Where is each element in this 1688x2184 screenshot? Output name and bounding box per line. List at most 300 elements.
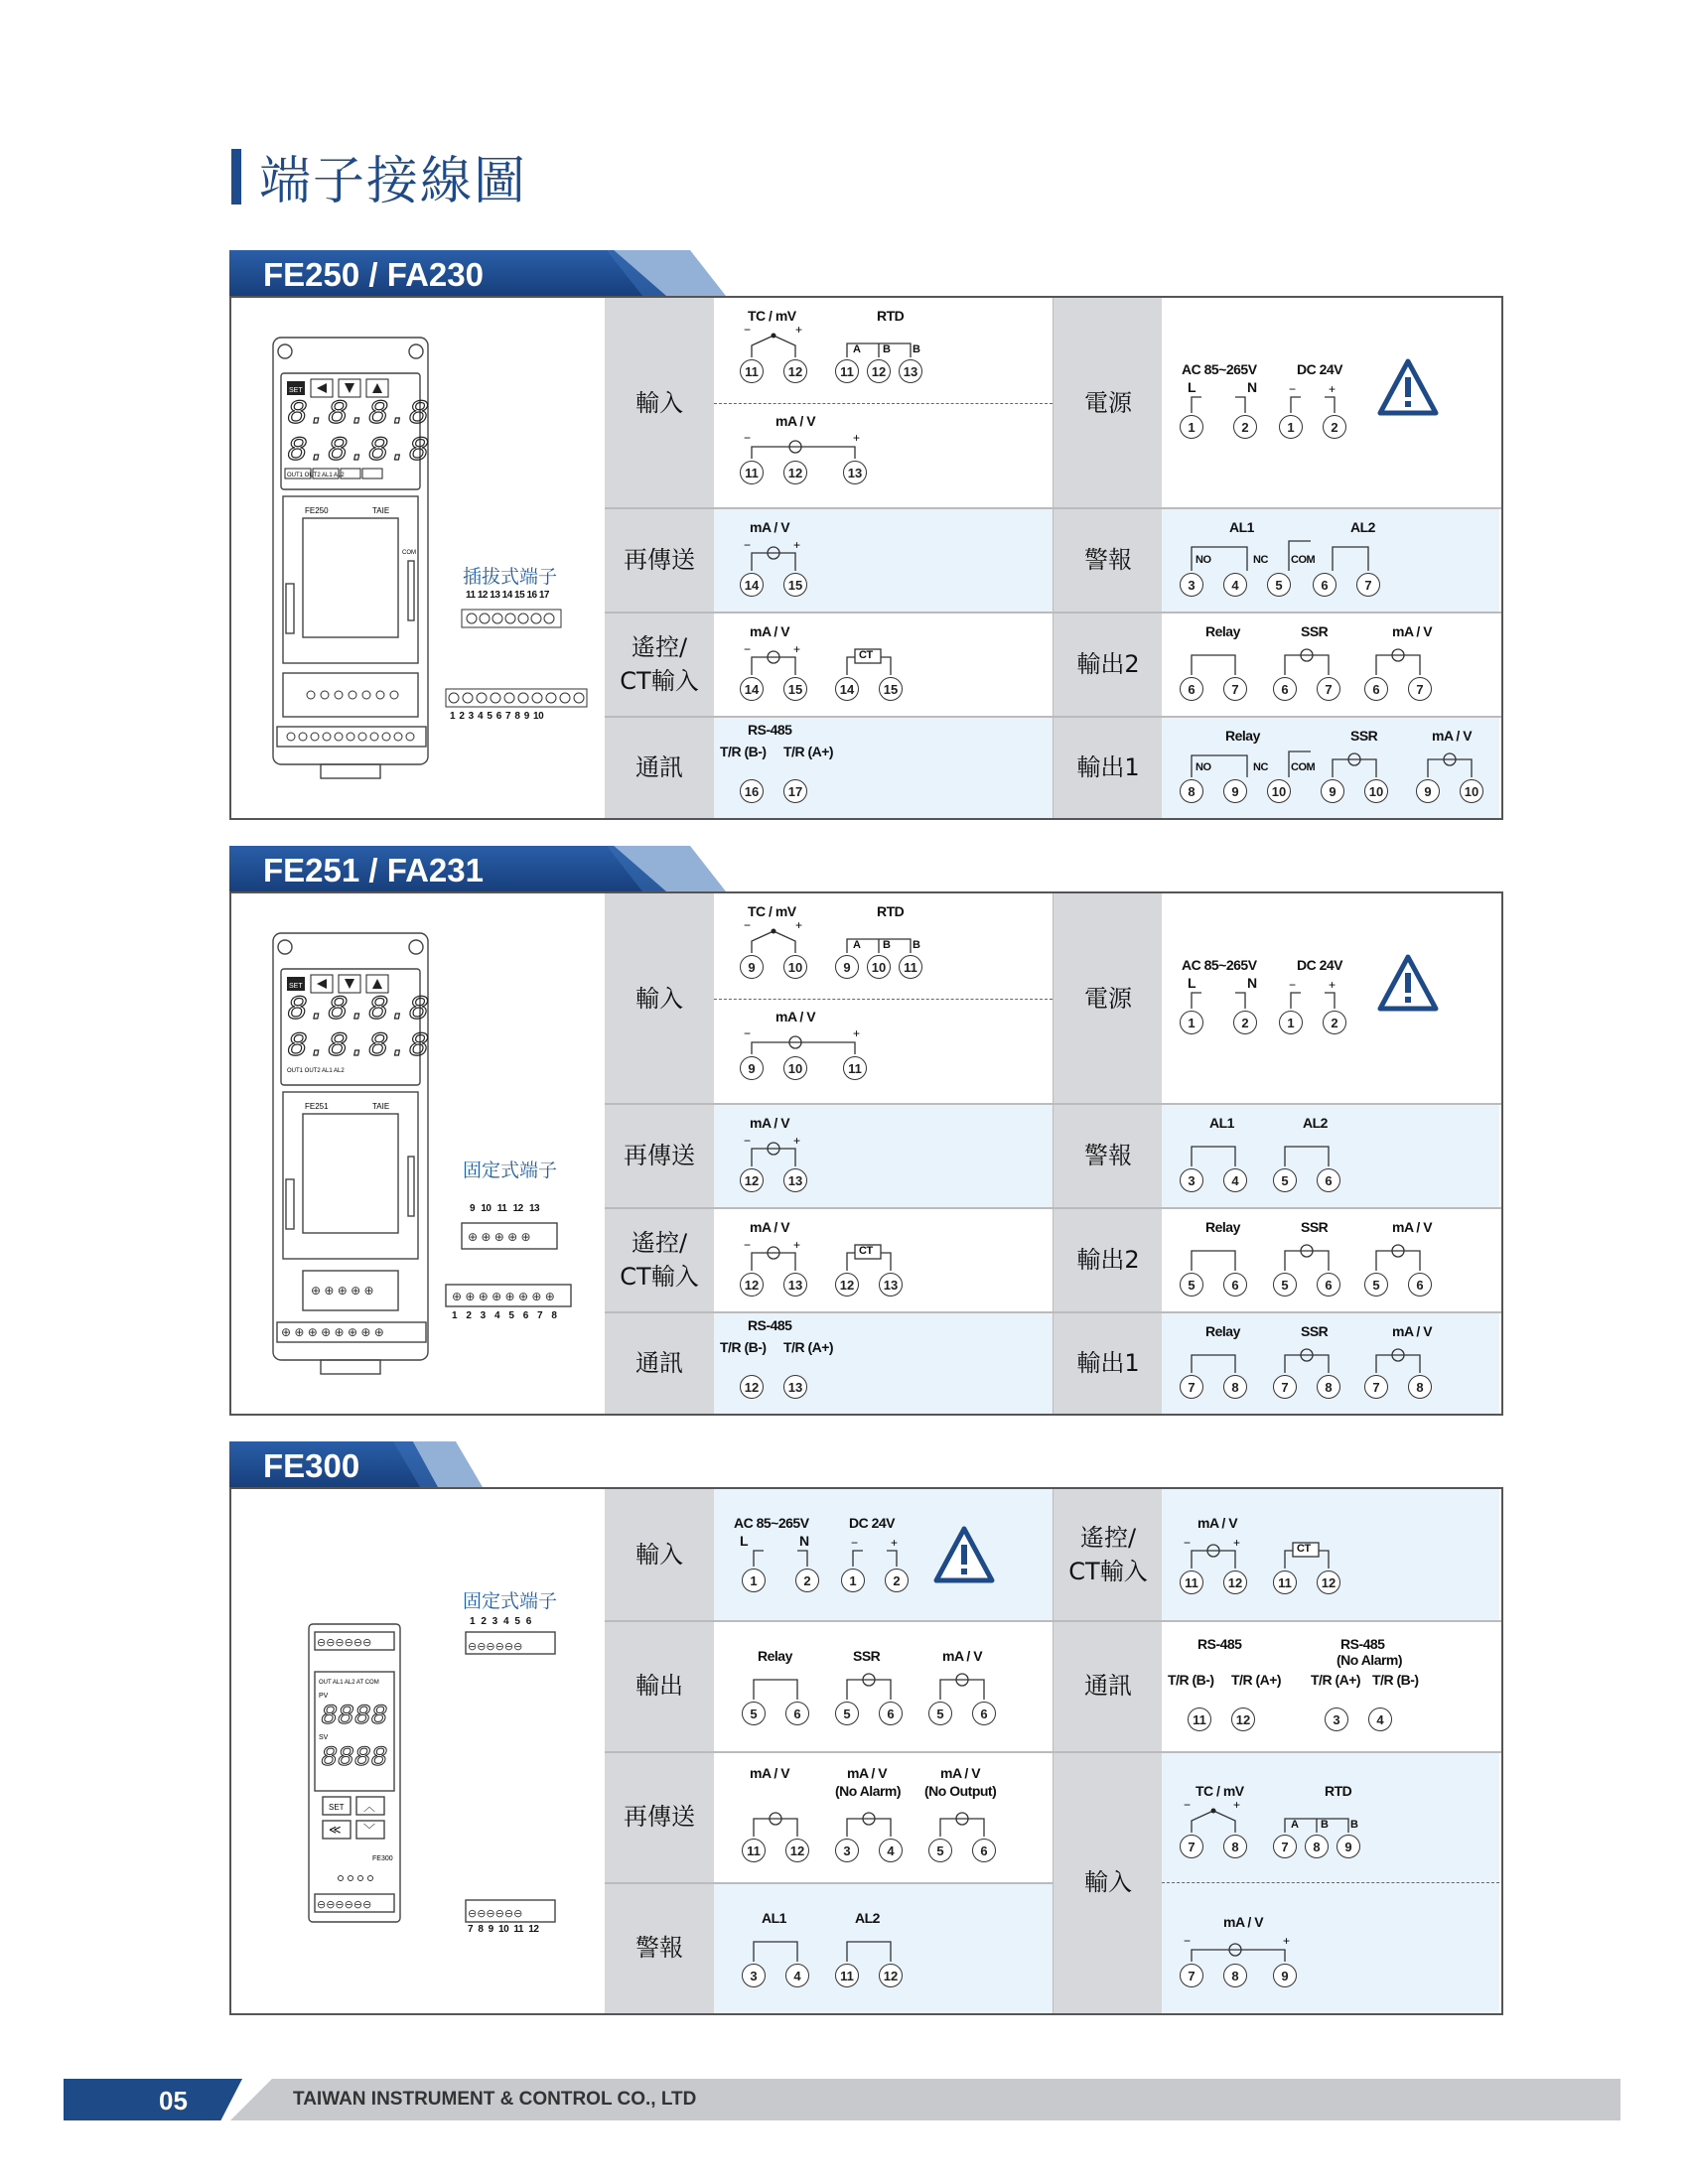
wiring-grid	[605, 893, 1501, 1414]
terminal-pin: 10	[783, 1056, 807, 1080]
wiring-label: mA / V	[775, 413, 816, 429]
svg-text:TAIE: TAIE	[372, 506, 390, 515]
terminal-top-numbers: 11 12 13 14 15 16 17	[466, 590, 549, 601]
terminal-pin: 6	[972, 1702, 996, 1725]
wiring-label: AL2	[1350, 519, 1375, 535]
svg-text:8.8.8.8: 8.8.8.8	[287, 1028, 429, 1066]
svg-text:−: −	[1184, 1934, 1192, 1948]
svg-text:+: +	[793, 642, 801, 656]
svg-text:COM: COM	[402, 550, 416, 556]
section-fe251	[229, 846, 1503, 1417]
wiring-label: RS-485	[748, 1317, 792, 1333]
company-name: TAIWAN INSTRUMENT & CONTROL CO., LTD	[293, 2089, 697, 2110]
svg-text:FE300: FE300	[372, 1855, 393, 1862]
device-illustration	[231, 1489, 605, 2013]
terminal-pin: 11	[835, 1964, 859, 1987]
terminal-pin: 1	[1180, 1011, 1203, 1034]
diagram-comm	[714, 1311, 1053, 1414]
wiring-label: mA / V	[750, 623, 790, 639]
wiring-label: Relay	[758, 1648, 792, 1664]
terminal-pin: 7	[1223, 677, 1247, 701]
wiring-label: N	[1247, 975, 1257, 991]
label-comm: 通訊	[605, 1311, 715, 1414]
wiring-label: (No Output)	[924, 1783, 997, 1799]
terminal-pin: 13	[783, 1168, 807, 1192]
label-alarm: 警報	[605, 1882, 715, 2013]
terminal-pin: 6	[1313, 573, 1336, 597]
terminal-pin: 9	[1321, 779, 1344, 803]
svg-text:SET: SET	[289, 387, 303, 394]
svg-text:PV: PV	[319, 1693, 329, 1700]
terminal-pin: 6	[972, 1839, 996, 1862]
section-frame	[229, 1487, 1503, 2015]
svg-text:+: +	[795, 323, 803, 337]
wiring-label: mA / V	[1223, 1914, 1264, 1930]
wiring-label: mA / V	[1392, 1323, 1433, 1339]
terminal-pin: 6	[785, 1702, 809, 1725]
section-model-title: FE250 / FA230	[263, 256, 484, 293]
svg-text:SET: SET	[289, 983, 303, 990]
page-title-text: 端子接線圖	[259, 152, 528, 211]
label-retrans: 再傳送	[605, 507, 715, 612]
wiring-label: AC 85~265V	[1182, 361, 1257, 377]
svg-text:+: +	[793, 1134, 801, 1148]
terminal-pin: 1	[841, 1569, 865, 1592]
wiring-label: mA / V	[1392, 1219, 1433, 1235]
wiring-label: T/R (A+)	[783, 744, 834, 759]
svg-text:−: −	[744, 1134, 752, 1148]
wiring-label: T/R (B-)	[720, 1339, 767, 1355]
wiring-label: mA / V	[847, 1765, 888, 1781]
svg-text:⊖⊖⊖⊖⊖⊖: ⊖⊖⊖⊖⊖⊖	[317, 1637, 372, 1649]
controller-device-icon	[231, 893, 605, 1414]
label-out2: 輸出2	[1053, 612, 1164, 716]
terminal-pin: 6	[1317, 1273, 1340, 1297]
terminal-pin: 13	[899, 359, 922, 383]
terminal-pin: 5	[1273, 1168, 1297, 1192]
terminal-pin: 9	[1223, 779, 1247, 803]
wiring-label: AL2	[855, 1910, 880, 1926]
wiring-label: SSR	[853, 1648, 881, 1664]
terminal-pin: 7	[1356, 573, 1380, 597]
terminal-pin: 2	[1233, 415, 1257, 439]
terminal-pin: 4	[785, 1964, 809, 1987]
label-input: 輸入	[605, 893, 715, 1103]
wiring-label: B	[1321, 1819, 1329, 1831]
svg-text:+: +	[793, 538, 801, 552]
svg-text:8.8.8.8: 8.8.8.8	[287, 396, 429, 434]
svg-text:SV: SV	[319, 1734, 329, 1741]
terminal-pin: 12	[783, 461, 807, 484]
wiring-label: A	[1291, 1819, 1299, 1831]
terminal-pin: 5	[928, 1702, 952, 1725]
terminal-pin: 5	[1267, 573, 1291, 597]
terminal-pin: 10	[1460, 779, 1483, 803]
label-output: 輸出	[605, 1620, 715, 1751]
wiring-label: TC / mV	[748, 903, 796, 919]
terminal-pin: 2	[1323, 415, 1346, 439]
terminal-pin: 11	[835, 359, 859, 383]
terminal-pin: 9	[835, 955, 859, 979]
terminal-pin: 1	[1180, 415, 1203, 439]
wiring-label: A	[853, 939, 861, 951]
title-accent-bar	[231, 149, 241, 205]
wiring-label: COM	[1291, 554, 1316, 566]
label-alarm: 警報	[1053, 1103, 1164, 1207]
wiring-label: B	[913, 343, 920, 355]
terminal-pin: 10	[1364, 779, 1388, 803]
wiring-grid	[605, 298, 1501, 818]
svg-text:︿: ︿	[363, 1800, 376, 1814]
terminal-pin: 7	[1180, 1375, 1203, 1399]
terminal-pin: 4	[1223, 573, 1247, 597]
svg-text:+: +	[853, 1026, 861, 1040]
terminal-pin: 5	[1180, 1273, 1203, 1297]
svg-text:OUT1 OUT2 AL1 AL2: OUT1 OUT2 AL1 AL2	[287, 473, 345, 478]
terminal-pin: 12	[740, 1168, 764, 1192]
terminal-pin: 9	[740, 955, 764, 979]
terminal-pin: 3	[1325, 1707, 1348, 1731]
wiring-label: B	[1350, 1819, 1358, 1831]
wiring-label: DC 24V	[849, 1515, 896, 1531]
svg-text:⊕ ⊕ ⊕ ⊕ ⊕: ⊕ ⊕ ⊕ ⊕ ⊕	[311, 1284, 374, 1297]
page-number: 05	[159, 2086, 188, 2116]
terminal-pin: 4	[879, 1839, 903, 1862]
wiring-label: L	[1188, 975, 1196, 991]
label-comm: 通訊	[1053, 1620, 1164, 1751]
svg-text:−: −	[744, 1238, 752, 1252]
terminal-pin: 12	[835, 1273, 859, 1297]
label-input: 輸入	[605, 1489, 715, 1620]
wiring-label: RS-485	[748, 722, 792, 738]
terminal-pin: 12	[740, 1273, 764, 1297]
wiring-label: RTD	[877, 308, 905, 324]
section-model-title: FE300	[263, 1447, 360, 1484]
diagram-out2	[1162, 1207, 1499, 1311]
terminal-pin: 7	[1317, 677, 1340, 701]
wiring-label: Relay	[1205, 623, 1240, 639]
diagram-input	[714, 298, 1053, 507]
terminal-pin: 7	[1273, 1835, 1297, 1858]
diagram-remote	[1162, 1489, 1499, 1620]
terminal-pin: 14	[740, 677, 764, 701]
wiring-label: SSR	[1301, 623, 1329, 639]
diagram-out1	[1162, 1311, 1499, 1414]
svg-text:+: +	[1283, 1934, 1291, 1948]
terminal-pin: 6	[1317, 1168, 1340, 1192]
terminal-pin: 10	[1267, 779, 1291, 803]
svg-text:−: −	[1184, 1798, 1192, 1812]
diagram-power	[1162, 298, 1499, 507]
wiring-label: RTD	[1325, 1783, 1352, 1799]
wiring-label: B	[883, 939, 891, 951]
terminal-pin: 12	[1317, 1570, 1340, 1594]
terminal-pin: 12	[1231, 1707, 1255, 1731]
terminal-pin: 2	[795, 1569, 819, 1592]
terminal-pin: 7	[1180, 1964, 1203, 1987]
svg-text:−: −	[1289, 978, 1297, 992]
terminal-pin: 5	[742, 1702, 766, 1725]
terminal-pin: 2	[1233, 1011, 1257, 1034]
terminal-pin: 3	[742, 1964, 766, 1987]
terminal-pin: 12	[867, 359, 891, 383]
wiring-label: CT	[859, 649, 873, 661]
terminal-pin: 6	[879, 1702, 903, 1725]
terminal-pin: 15	[879, 677, 903, 701]
svg-text:+: +	[793, 1238, 801, 1252]
diagram-remote	[714, 612, 1053, 716]
wiring-label: RS-485	[1340, 1636, 1385, 1652]
section-fe300	[229, 1441, 1503, 2022]
diagram-input	[714, 893, 1053, 1103]
diagram-out1	[1162, 716, 1499, 818]
diagram-alarm	[714, 1882, 1053, 2013]
svg-text:−: −	[1289, 382, 1297, 396]
label-remote: 遙控/ CT輸入	[605, 612, 715, 716]
svg-text:TAIE: TAIE	[372, 1102, 390, 1111]
wiring-label: T/R (A+)	[1231, 1672, 1282, 1688]
wiring-label: NO	[1196, 554, 1211, 566]
diagram-power-input	[714, 1489, 1053, 1620]
wiring-label: DC 24V	[1297, 361, 1343, 377]
terminal-pin: 11	[740, 461, 764, 484]
terminal-pin: 6	[1180, 677, 1203, 701]
wiring-label: CT	[859, 1245, 873, 1257]
terminal-pin: 3	[835, 1839, 859, 1862]
wiring-label: SSR	[1350, 728, 1378, 744]
svg-text:8888: 8888	[321, 1743, 388, 1774]
wiring-label: L	[1188, 379, 1196, 395]
svg-text:−: −	[1184, 1536, 1192, 1550]
terminal-pin: 7	[1364, 1375, 1388, 1399]
wiring-label: mA / V	[750, 1765, 790, 1781]
terminal-pin: 6	[1223, 1273, 1247, 1297]
terminal-pin: 11	[740, 359, 764, 383]
terminal-type-label: 固定式端子	[463, 1160, 558, 1181]
terminal-pin: 6	[1364, 677, 1388, 701]
wiring-label: Relay	[1205, 1219, 1240, 1235]
wiring-label: NC	[1253, 554, 1268, 566]
diagram-sensor-input	[1162, 1751, 1499, 2013]
terminal-pin: 5	[928, 1839, 952, 1862]
svg-text:−: −	[744, 918, 752, 932]
diagram-retrans	[714, 507, 1053, 612]
diagram-comm	[714, 716, 1053, 818]
terminal-pin: 3	[1180, 1168, 1203, 1192]
terminal-pin: 9	[1336, 1835, 1360, 1858]
svg-text:+: +	[891, 1536, 899, 1550]
svg-text:−: −	[744, 538, 752, 552]
wiring-label: T/R (B-)	[1168, 1672, 1214, 1688]
terminal-pin: 9	[1416, 779, 1440, 803]
label-retrans: 再傳送	[605, 1103, 715, 1207]
svg-text:+: +	[795, 918, 803, 932]
svg-text:8.8.8.8: 8.8.8.8	[287, 433, 429, 471]
wiring-label: L	[740, 1533, 749, 1549]
terminal-pin: 12	[879, 1964, 903, 1987]
wiring-label: T/R (B-)	[720, 744, 767, 759]
terminal-pin: 8	[1223, 1835, 1247, 1858]
diagram-retrans	[714, 1751, 1053, 1882]
terminal-pin: 14	[835, 677, 859, 701]
svg-text:≪: ≪	[329, 1823, 342, 1837]
svg-text:−: −	[851, 1536, 859, 1550]
terminal-pin: 8	[1223, 1964, 1247, 1987]
svg-text:+: +	[1329, 978, 1336, 992]
svg-text:−: −	[744, 642, 752, 656]
terminal-pin: 8	[1408, 1375, 1432, 1399]
wiring-label: A	[853, 343, 861, 355]
section-tab	[229, 846, 1503, 891]
terminal-pin: 3	[1180, 573, 1203, 597]
svg-text:⊕ ⊕ ⊕ ⊕ ⊕: ⊕ ⊕ ⊕ ⊕ ⊕	[468, 1230, 531, 1244]
svg-text:﹀: ﹀	[363, 1823, 376, 1837]
terminal-pin: 1	[1279, 415, 1303, 439]
wiring-label: AL1	[1209, 1115, 1234, 1131]
wiring-label: SSR	[1301, 1323, 1329, 1339]
section-tab	[229, 1441, 1503, 1487]
wiring-label: T/R (B-)	[1372, 1672, 1419, 1688]
wiring-grid	[605, 1489, 1501, 2013]
terminal-pin: 8	[1180, 779, 1203, 803]
svg-text:OUT AL1 AL2 AT COM: OUT AL1 AL2 AT COM	[319, 1680, 379, 1686]
terminal-pin: 12	[785, 1839, 809, 1862]
svg-text:SET: SET	[329, 1803, 345, 1812]
wiring-label: mA / V	[750, 1219, 790, 1235]
label-input: 輸入	[605, 298, 715, 507]
svg-text:+: +	[1233, 1798, 1241, 1812]
svg-text:−: −	[744, 431, 752, 445]
terminal-pin: 7	[1273, 1375, 1297, 1399]
wiring-label: N	[799, 1533, 809, 1549]
footer-page-tab	[64, 2079, 242, 2120]
terminal-pin: 12	[740, 1375, 764, 1399]
wiring-label: T/R (A+)	[783, 1339, 834, 1355]
svg-text:8.8.8.8: 8.8.8.8	[287, 992, 429, 1029]
wiring-label: AL1	[1229, 519, 1254, 535]
terminal-pin: 5	[1273, 1273, 1297, 1297]
svg-text:FE251: FE251	[305, 1102, 329, 1111]
terminal-pin: 6	[1273, 677, 1297, 701]
terminal-pin: 16	[740, 779, 764, 803]
terminal-top-numbers: 1 2 3 4 5 6	[470, 1616, 531, 1627]
diagram-alarm	[1162, 1103, 1499, 1207]
svg-text:−: −	[744, 1026, 752, 1040]
label-input-right: 輸入	[1053, 1751, 1164, 2013]
svg-text:⊖⊖⊖⊖⊖⊖: ⊖⊖⊖⊖⊖⊖	[468, 1641, 523, 1653]
terminal-pin: 1	[742, 1569, 766, 1592]
label-out1: 輸出1	[1053, 716, 1164, 818]
terminal-pin: 12	[783, 359, 807, 383]
device-illustration	[231, 298, 605, 818]
wiring-label: mA / V	[1197, 1515, 1238, 1531]
section-tab	[229, 250, 1503, 296]
terminal-pin: 2	[885, 1569, 909, 1592]
terminal-pin: 8	[1305, 1835, 1329, 1858]
wiring-label: T/R (A+)	[1311, 1672, 1361, 1688]
terminal-pin: 7	[1408, 677, 1432, 701]
section-model-title: FE251 / FA231	[263, 852, 484, 888]
diagram-retrans	[714, 1103, 1053, 1207]
terminal-pin: 5	[835, 1702, 859, 1725]
terminal-pin: 2	[1323, 1011, 1346, 1034]
terminal-pin: 13	[879, 1273, 903, 1297]
label-out2: 輸出2	[1053, 1207, 1164, 1311]
label-retrans: 再傳送	[605, 1751, 715, 1882]
diagram-out2	[1162, 612, 1499, 716]
terminal-top-numbers: 9 10 11 12 13	[470, 1203, 540, 1214]
terminal-type-label: 插拔式端子	[463, 566, 558, 588]
wiring-label: AL1	[762, 1910, 786, 1926]
wiring-label: mA / V	[940, 1765, 981, 1781]
wiring-label: RS-485	[1197, 1636, 1242, 1652]
diagram-alarm	[1162, 507, 1499, 612]
label-remote: 遙控/ CT輸入	[605, 1207, 715, 1311]
wiring-label: N	[1247, 379, 1257, 395]
wiring-label: mA / V	[750, 519, 790, 535]
wiring-label: mA / V	[1432, 728, 1473, 744]
terminal-pin: 10	[783, 955, 807, 979]
wiring-label: mA / V	[1392, 623, 1433, 639]
wiring-label: COM	[1291, 761, 1316, 773]
terminal-pin: 4	[1223, 1168, 1247, 1192]
wiring-label: B	[883, 343, 891, 355]
diagram-output	[714, 1620, 1053, 1751]
svg-text:OUT1 OUT2 AL1 AL2: OUT1 OUT2 AL1 AL2	[287, 1068, 345, 1074]
svg-text:8888: 8888	[321, 1702, 388, 1732]
terminal-pin: 7	[1180, 1835, 1203, 1858]
terminal-pin: 11	[742, 1839, 766, 1862]
device-illustration	[231, 893, 605, 1414]
wiring-label: mA / V	[775, 1009, 816, 1024]
wiring-label: mA / V	[942, 1648, 983, 1664]
diagram-power	[1162, 893, 1499, 1103]
terminal-pin: 15	[783, 677, 807, 701]
wiring-label: DC 24V	[1297, 957, 1343, 973]
wiring-label: B	[913, 939, 920, 951]
terminal-pin: 12	[1223, 1570, 1247, 1594]
terminal-pin: 11	[1180, 1570, 1203, 1594]
diagram-remote	[714, 1207, 1053, 1311]
wiring-label: mA / V	[750, 1115, 790, 1131]
svg-text:⊕ ⊕ ⊕ ⊕ ⊕ ⊕ ⊕ ⊕: ⊕ ⊕ ⊕ ⊕ ⊕ ⊕ ⊕ ⊕	[281, 1325, 384, 1339]
wiring-label: (No Alarm)	[835, 1783, 902, 1799]
terminal-pin: 17	[783, 779, 807, 803]
wiring-label: AC 85~265V	[734, 1515, 809, 1531]
section-frame	[229, 891, 1503, 1416]
wiring-label: Relay	[1205, 1323, 1240, 1339]
terminal-bottom-numbers: 1 2 3 4 5 6 7 8 9 10	[450, 711, 544, 722]
wiring-label: (No Alarm)	[1336, 1652, 1403, 1668]
terminal-pin: 13	[843, 461, 867, 484]
terminal-type-label: 固定式端子	[463, 1590, 558, 1612]
svg-text:⊕ ⊕ ⊕ ⊕ ⊕ ⊕ ⊕ ⊕: ⊕ ⊕ ⊕ ⊕ ⊕ ⊕ ⊕ ⊕	[452, 1290, 555, 1303]
label-comm: 通訊	[605, 716, 715, 818]
terminal-pin: 6	[1408, 1273, 1432, 1297]
svg-text:−: −	[744, 323, 752, 337]
label-remote: 遙控/ CT輸入	[1053, 1489, 1164, 1620]
diagram-comm	[1162, 1620, 1499, 1751]
section-frame	[229, 296, 1503, 820]
svg-text:+: +	[1329, 382, 1336, 396]
wiring-label: NO	[1196, 761, 1211, 773]
terminal-pin: 9	[740, 1056, 764, 1080]
wiring-label: Relay	[1225, 728, 1260, 744]
terminal-pin: 11	[843, 1056, 867, 1080]
terminal-pin: 5	[1364, 1273, 1388, 1297]
controller-device-icon	[231, 1489, 605, 2013]
label-power: 電源	[1053, 298, 1164, 507]
